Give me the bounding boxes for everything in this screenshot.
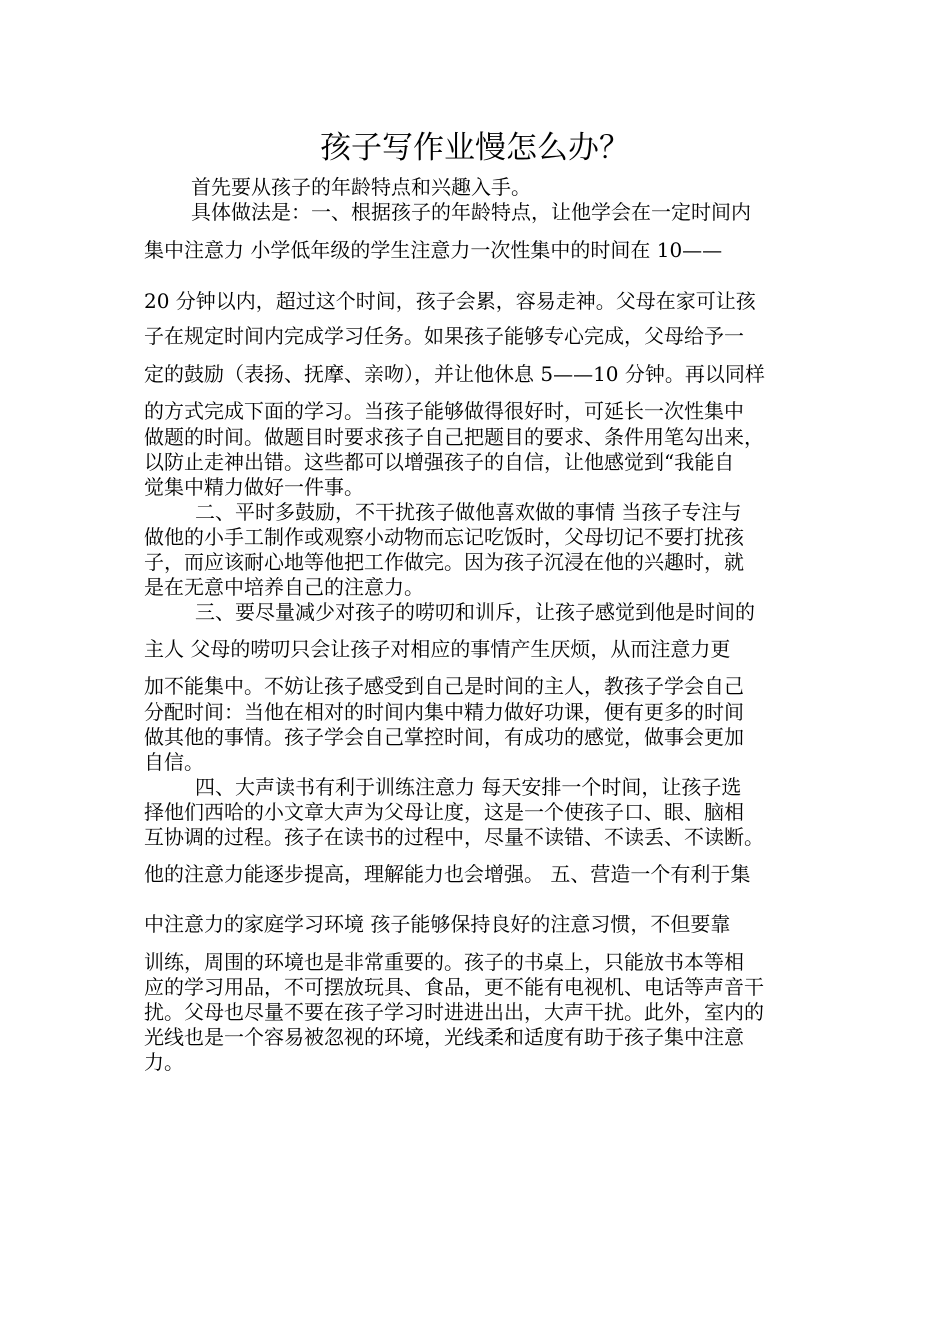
text-line: 自信。	[144, 750, 204, 774]
text-line: 做题的时间。做题目时要求孩子自己把题目的要求、条件用笔勾出来，	[144, 425, 764, 449]
text-line: 20 分钟以内，超过这个时间，孩子会累，容易走神。父母在家可让孩	[144, 289, 756, 313]
text-line: 首先要从孩子的年龄特点和兴趣入手。	[191, 175, 531, 199]
text-line: 具体做法是：一、根据孩子的年龄特点，让他学会在一定时间内	[191, 200, 751, 224]
text-line: 二、平时多鼓励，不干扰孩子做他喜欢做的事情 当孩子专注与	[195, 500, 742, 524]
text-line: 互协调的过程。孩子在读书的过程中，尽量不读错、不读丢、不读断。	[144, 825, 764, 849]
document-title: 孩子写作业慢怎么办？	[320, 130, 630, 166]
text-line: 扰。父母也尽量不要在孩子学习时进进出出，大声干扰。此外，室内的	[144, 1000, 764, 1024]
text-line: 定的鼓励（表扬、抚摩、亲吻），并让他休息 5——10 分钟。再以同样	[144, 362, 765, 386]
text-line: 做他的小手工制作或观察小动物而忘记吃饭时，父母切记不要打扰孩	[144, 525, 744, 549]
text-line: 四、大声读书有利于训练注意力 每天安排一个时间，让孩子选	[195, 775, 742, 799]
text-line: 是在无意中培养自己的注意力。	[144, 575, 424, 599]
text-line: 的方式完成下面的学习。当孩子能够做得很好时，可延长一次性集中	[144, 399, 744, 423]
text-line: 训练，周围的环境也是非常重要的。孩子的书桌上，只能放书本等相	[144, 950, 744, 974]
text-line: 主人 父母的唠叨只会让孩子对相应的事情产生厌烦，从而注意力更	[144, 637, 731, 661]
text-line: 以防止走神出错。这些都可以增强孩子的自信，让他感觉到“我能自	[144, 450, 735, 474]
text-line: 分配时间：当他在相对的时间内集中精力做好功课，便有更多的时间	[144, 700, 744, 724]
text-line: 三、要尽量减少对孩子的唠叨和训斥，让孩子感觉到他是时间的	[195, 600, 755, 624]
text-line: 集中注意力 小学低年级的学生注意力一次性集中的时间在 10——	[144, 238, 723, 262]
text-line: 力。	[144, 1050, 184, 1074]
text-line: 子在规定时间内完成学习任务。如果孩子能够专心完成，父母给予一	[144, 324, 744, 348]
text-line: 加不能集中。不妨让孩子感受到自己是时间的主人，教孩子学会自己	[144, 674, 744, 698]
text-line: 他的注意力能逐步提高，理解能力也会增强。 五、营造一个有利于集	[144, 862, 751, 886]
text-line: 做其他的事情。孩子学会自己掌控时间，有成功的感觉，做事会更加	[144, 725, 744, 749]
text-line: 光线也是一个容易被忽视的环境，光线柔和适度有助于孩子集中注意	[144, 1025, 744, 1049]
text-line: 觉集中精力做好一件事。	[144, 475, 364, 499]
text-line: 子，而应该耐心地等他把工作做完。因为孩子沉浸在他的兴趣时，就	[144, 550, 744, 574]
text-line: 中注意力的家庭学习环境 孩子能够保持良好的注意习惯，不但要靠	[144, 912, 731, 936]
text-line: 应的学习用品，不可摆放玩具、食品，更不能有电视机、电话等声音干	[144, 975, 764, 999]
text-line: 择他们西哈的小文章大声为父母让度，这是一个使孩子口、眼、脑相	[144, 800, 744, 824]
